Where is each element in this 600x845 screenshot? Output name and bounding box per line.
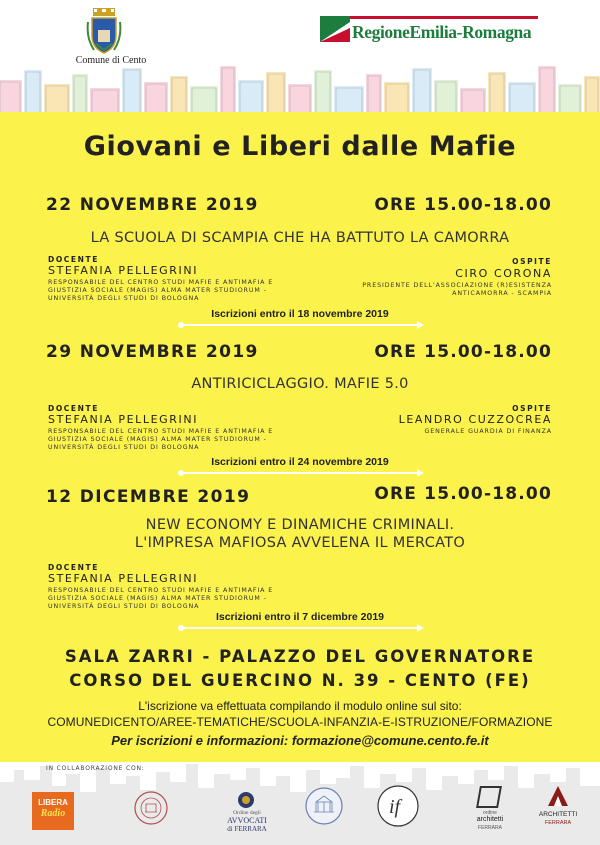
venue-line-1: SALA ZARRI - PALAZZO DEL GOVERNATORE xyxy=(64,647,536,666)
event-1-docente-desc-1: RESPONSABILE DEL CENTRO STUDI MAFIE E ANTIMAFIA E xyxy=(48,279,274,286)
event-1-deadline-text: Iscrizioni entro il 18 novembre 2019 xyxy=(211,308,389,320)
event-3-topic-line-1: NEW ECONOMY E DINAMICHE CRIMINALI. xyxy=(145,517,455,533)
avvocati-emblem-icon xyxy=(236,790,256,810)
arrow-right-icon xyxy=(417,469,424,477)
event-2-ospite-name: LEANDRO CUZZOCREA xyxy=(398,413,552,426)
event-3-docente-role: DOCENTE xyxy=(48,563,99,572)
collaboration-label: IN COLLABORAZIONE CON: xyxy=(46,765,145,772)
deadline-line xyxy=(180,627,420,629)
region-flag-icon xyxy=(320,16,350,42)
event-3-deadline xyxy=(180,611,420,631)
event-3-hours: ORE 15.00-18.00 xyxy=(374,484,552,504)
event-3-deadline-text: Iscrizioni entro il 7 dicembre 2019 xyxy=(215,611,385,623)
event-3-date: 12 DICEMBRE 2019 xyxy=(46,487,251,507)
region-logo xyxy=(320,14,540,50)
libera-radio-label: Radio xyxy=(40,808,66,819)
event-1-docente-name: STEFANIA PELLEGRINI xyxy=(48,264,199,277)
event-2-docente-name: STEFANIA PELLEGRINI xyxy=(48,413,199,426)
venue-line-2: CORSO DEL GUERCINO N. 39 - CENTO (FE) xyxy=(69,671,531,690)
deadline-line xyxy=(180,472,420,474)
skyline-illustration xyxy=(0,62,600,118)
architetti-label-3: FERRARA xyxy=(478,825,502,831)
registration-note: L'iscrizione va effettuata compilando il modulo online sul sito: xyxy=(138,699,462,713)
svg-text:if: if xyxy=(389,796,401,818)
event-1-hours: ORE 15.00-18.00 xyxy=(374,195,552,215)
event-3-topic-line-2: L'IMPRESA MAFIOSA AVVELENA IL MERCATO xyxy=(134,535,466,551)
contact-info[interactable]: Per iscrizioni e informazioni: formazione@comune.cento.fe.it xyxy=(111,733,489,748)
event-2-topic: ANTIRICICLAGGIO. MAFIE 5.0 xyxy=(191,376,409,392)
event-2-ospite-role: OSPITE xyxy=(512,404,552,413)
arrow-right-icon xyxy=(417,624,424,632)
event-2-docente-desc-1: RESPONSABILE DEL CENTRO STUDI MAFIE E ANTIMAFIA E xyxy=(48,428,274,435)
event-2-docente-desc-2: GIUSTIZIA SOCIALE (MAGIS) ALMA MATER STUDIORUM - xyxy=(48,436,267,443)
event-1-docente-role: DOCENTE xyxy=(48,255,99,264)
event-1-ospite-role: OSPITE xyxy=(512,257,552,266)
registration-url[interactable]: COMUNEDICENTO/AREE-TEMATICHE/SCUOLA-INFANZIA-E-ISTRUZIONE/FORMAZIONE xyxy=(47,715,553,729)
libera-label: LIBERA xyxy=(38,798,68,807)
header xyxy=(0,0,600,118)
deadline-dot xyxy=(178,470,184,476)
event-2-docente-desc-3: UNIVERSITÀ DEGLI STUDI DI BOLOGNA xyxy=(48,444,200,451)
avvocati-label-3: di FERRARA xyxy=(227,825,267,833)
event-1-docente-desc-3: UNIVERSITÀ DEGLI STUDI DI BOLOGNA xyxy=(48,295,200,302)
fondazione-label-2: FERRARA xyxy=(544,820,572,826)
event-1-ospite-desc-1: PRESIDENTE DELL'ASSOCIAZIONE (R)ESISTENZA xyxy=(362,282,552,289)
if-logo-icon xyxy=(376,784,420,828)
university-seal-icon xyxy=(133,790,169,826)
event-2-docente-role: DOCENTE xyxy=(48,404,99,413)
event-1-topic: LA SCUOLA DI SCAMPIA CHE HA BATTUTO LA CAMORRA xyxy=(90,230,510,246)
fondazione-emblem-icon xyxy=(546,784,570,808)
deadline-dot xyxy=(178,625,184,631)
event-3-docente-desc-1: RESPONSABILE DEL CENTRO STUDI MAFIE E ANTIMAFIA E xyxy=(48,587,274,594)
event-1-ospite-desc-2: ANTICAMORRA - SCAMPIA xyxy=(452,290,552,297)
deadline-line xyxy=(180,324,420,326)
event-2-deadline xyxy=(180,456,420,476)
libera-radio-logo xyxy=(32,792,74,830)
event-2-date: 29 NOVEMBRE 2019 xyxy=(46,342,259,362)
event-title: Giovani e Liberi dalle Mafie xyxy=(83,131,517,162)
architetti-fondazione-logo xyxy=(534,784,582,836)
arrow-right-icon xyxy=(417,321,424,329)
avvocati-label-1: Ordine degli xyxy=(233,810,261,816)
commercialisti-seal-icon xyxy=(304,786,344,826)
avvocati-ferrara-logo xyxy=(212,790,282,834)
event-3-docente-name: STEFANIA PELLEGRINI xyxy=(48,572,199,585)
event-1-docente-desc-2: GIUSTIZIA SOCIALE (MAGIS) ALMA MATER STUDIORUM - xyxy=(48,287,267,294)
comune-crest-icon xyxy=(86,8,122,54)
event-2-ospite-desc-1: GENERALE GUARDIA DI FINANZA xyxy=(424,428,552,435)
deadline-dot xyxy=(178,322,184,328)
avvocati-label-2: AVVOCATI xyxy=(227,816,267,825)
fondazione-label-1: ARCHITETTI xyxy=(538,811,578,818)
grey-skyline-illustration xyxy=(0,762,600,845)
event-1-date: 22 NOVEMBRE 2019 xyxy=(46,195,259,215)
architetti-label-1: ordine xyxy=(483,810,497,816)
architetti-label-2: architetti xyxy=(476,816,504,823)
event-3-docente-desc-2: GIUSTIZIA SOCIALE (MAGIS) ALMA MATER STUDIORUM - xyxy=(48,595,267,602)
event-1-deadline xyxy=(180,308,420,328)
event-2-deadline-text: Iscrizioni entro il 24 novembre 2019 xyxy=(211,456,389,468)
comune-name: Comune di Cento xyxy=(75,55,147,66)
event-3-docente-desc-3: UNIVERSITÀ DEGLI STUDI DI BOLOGNA xyxy=(48,603,200,610)
event-2-hours: ORE 15.00-18.00 xyxy=(374,342,552,362)
architetti-emblem-icon xyxy=(476,786,502,808)
region-name: RegioneEmilia-Romagna xyxy=(352,22,532,42)
architetti-ferrara-logo xyxy=(470,786,510,836)
footer xyxy=(0,762,600,845)
event-1-ospite-name: CIRO CORONA xyxy=(455,267,552,280)
region-red-line xyxy=(350,16,538,19)
